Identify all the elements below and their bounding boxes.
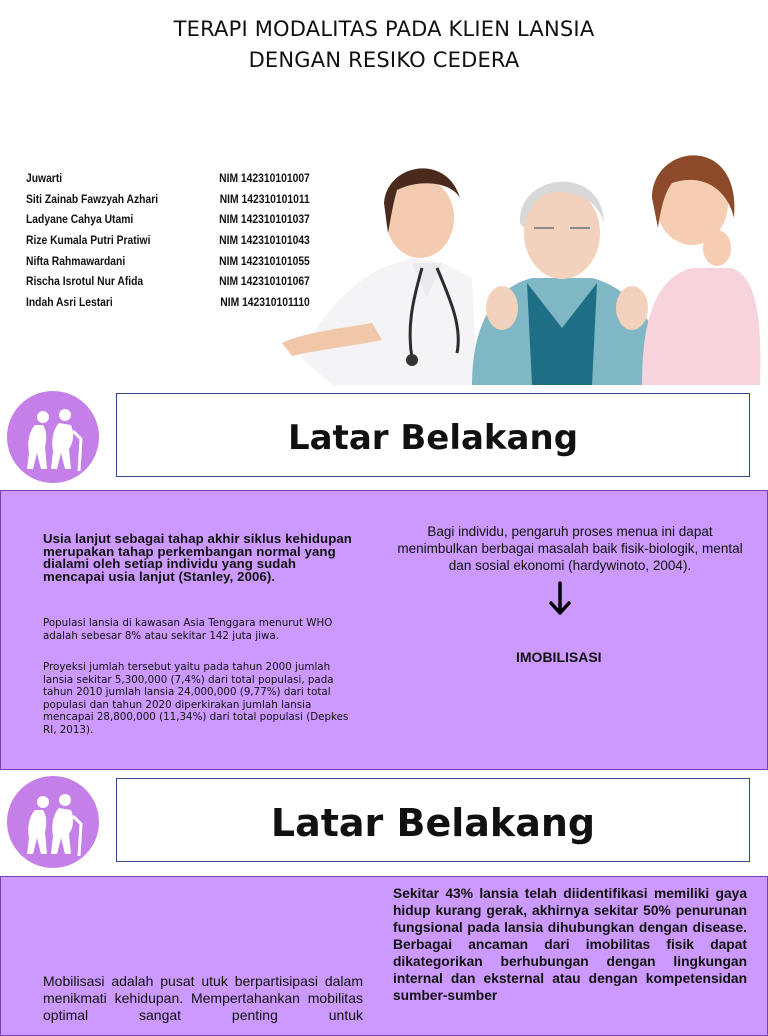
slide3-header xyxy=(0,770,768,875)
member-nim: NIM 142310101067 xyxy=(219,274,310,289)
title-line-1: TERAPI MODALITAS PADA KLIEN LANSIA xyxy=(173,17,595,41)
title-line-2: DENGAN RESIKO CEDERA xyxy=(248,48,520,72)
member-name: Juwarti xyxy=(26,171,63,186)
heading-title: Latar Belakang xyxy=(270,801,596,845)
slide-title xyxy=(0,14,768,76)
member-row xyxy=(26,230,310,251)
intro-bold-text: Usia lanjut sebagai tahap akhir siklus kehidupan merupakan tahap perkembangan normal yang dialami oleh setiap individu yang sudah mencapai usia lanjut (Stanley, 2006). xyxy=(43,531,352,584)
keyword-label: IMOBILISASI xyxy=(516,649,602,665)
member-name: Ladyane Cahya Utami xyxy=(26,212,134,227)
member-row xyxy=(26,189,310,210)
member-row xyxy=(26,168,310,189)
member-name: Nifta Rahmawardani xyxy=(26,253,126,268)
title-slide xyxy=(0,0,768,385)
member-nim: NIM 142310101011 xyxy=(219,191,310,206)
member-name: Indah Asri Lestari xyxy=(26,294,113,309)
slide2-header xyxy=(0,385,768,490)
heading-box xyxy=(116,393,750,477)
member-nim: NIM 142310101055 xyxy=(219,253,310,268)
member-row xyxy=(26,292,310,313)
aging-effect-text: Bagi individu, pengaruh proses menua ini dapat menimbulkan berbagai masalah baik fisik-biologik, mental dan sosial ekonomi (hardywinoto, 2004). xyxy=(397,524,743,573)
arrow-down-icon xyxy=(549,581,571,617)
member-nim: NIM 142310101110 xyxy=(220,294,310,309)
population-text: Populasi lansia di kawasan Asia Tenggara menurut WHO adalah sebesar 8% atau sekitar 142 juta jiwa. xyxy=(43,617,333,642)
mobilization-text: Mobilisasi adalah pusat utuk berpartisipasi dalam menikmati kehidupan. Mempertahankan mobilitas optimal sangat penting untuk xyxy=(43,973,363,1023)
heading-box xyxy=(116,778,750,862)
elderly-couple-icon xyxy=(7,391,99,483)
heading-title: Latar Belakang xyxy=(287,418,579,458)
member-nim: NIM 142310101043 xyxy=(219,233,310,248)
member-nim: NIM 142310101037 xyxy=(219,212,310,227)
slide3-content-panel xyxy=(0,876,768,1036)
member-name: Rize Kumala Putri Pratiwi xyxy=(26,233,151,248)
elderly-couple-icon xyxy=(7,776,99,868)
slide2-content-panel xyxy=(0,490,768,770)
member-name: Rischa Isrotul Nur Afida xyxy=(26,274,144,289)
member-name: Siti Zainab Fawzyah Azhari xyxy=(26,191,159,206)
sedentary-lifestyle-text: Sekitar 43% lansia telah diidentifikasi memiliki gaya hidup kurang gerak, akhirnya sekitar 50% penurunan fungsional pada lansia dihubungkan dengan disease. Berbagai ancaman dari imobilitas fisik dapat dikategorikan berhubungan dengan lingkungan internal dan eksternal atau dengan kompetensidan sumber-sumber xyxy=(393,886,747,1003)
member-row xyxy=(26,209,310,230)
member-nim: NIM 142310101007 xyxy=(219,171,310,186)
nurses-with-elderly-woman-image xyxy=(272,128,764,385)
projection-text: Proyeksi jumlah tersebut yaitu pada tahun 2000 jumlah lansia sekitar 5,300,000 (7,4%) dari total populasi, pada tahun 2010 jumlah lansia 24,000,000 (9,77%) dari total populasi dan tahun 2020 diperkirakan jumlah lansia mencapai 28,800,000 (11,34%) dari total populasi (Depkes RI, 2013). xyxy=(43,661,349,736)
member-row xyxy=(26,271,310,292)
member-row xyxy=(26,250,310,271)
